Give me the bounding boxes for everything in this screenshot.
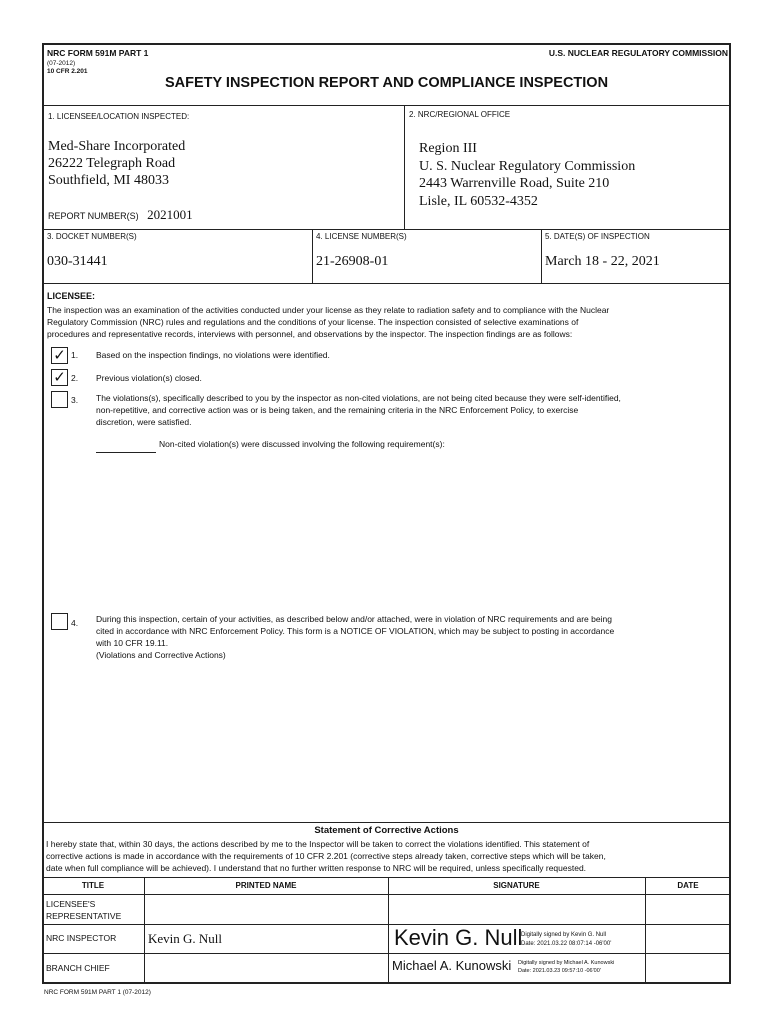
form-title: SAFETY INSPECTION REPORT AND COMPLIANCE INSPECTION (164, 75, 609, 91)
inspector-signature: Kevin G. Null (394, 925, 523, 950)
row-title-branch-chief: BRANCH CHIEF (46, 963, 110, 973)
license-value: 21-26908-01 (316, 254, 389, 269)
docket-value: 030-31441 (47, 254, 108, 269)
license-label: 4. LICENSE NUMBER(S) (316, 232, 407, 241)
inspector-date-field[interactable] (649, 928, 727, 950)
divider (404, 105, 405, 229)
finding-1-checkbox[interactable]: ✓ (51, 347, 68, 364)
divider (645, 877, 646, 983)
signature-stamp-line: Date: 2021.03.22 08:07:14 -06'00' (521, 941, 612, 947)
finding-3-line: non-repetitive, and corrective action was or is being taken, and the remaining criteria in the NRC Enforcement Policy, to exercise (96, 405, 579, 415)
intro-line: procedures and representative records, interviews with personnel, and observations by the inspector. The inspection findings are as follows: (47, 329, 573, 339)
branch-chief-date-field[interactable] (649, 957, 727, 979)
inspector-signature-stamp (521, 931, 611, 949)
col-header-name: PRINTED NAME (235, 881, 297, 890)
finding-4-line: (Violations and Corrective Actions) (96, 650, 226, 660)
divider (42, 953, 731, 954)
regional-address-line: U. S. Nuclear Regulatory Commission (419, 158, 636, 174)
divider (388, 877, 389, 983)
licensee-heading: LICENSEE: (47, 291, 96, 301)
finding-3-checkbox[interactable] (51, 391, 68, 408)
finding-4-number: 4. (71, 618, 79, 628)
licensee-address-line: 26222 Telegraph Road (48, 156, 176, 171)
corrective-statement (46, 838, 606, 874)
intro-line: The inspection was an examination of the activities conducted under your license as they relate to radiation safety and to compliance with the Nuclear (47, 305, 610, 315)
corrective-heading: Statement of Corrective Actions (314, 825, 459, 836)
regional-address-line: Lisle, IL 60532-4352 (419, 193, 538, 209)
divider (144, 877, 145, 983)
form-rev-date: (07-2012) (47, 60, 76, 67)
row-title-line: LICENSEE'S (46, 899, 96, 909)
intro-line: Regulatory Commission (NRC) rules and regulations and the conditions of your license. The inspection consisted of selective examinations of (47, 317, 579, 327)
corrective-line: date when full compliance will be achieved). I understand that no further written response to NRC will be required, unless specifically requested. (46, 863, 587, 873)
corrective-line: corrective actions is made in accordance with the requirements of 10 CFR 2.201 (corrective steps already taken, corrective steps which will be taken, (46, 851, 606, 861)
report-number-value: 2021001 (147, 207, 193, 222)
finding-4-line: with 10 CFR 19.11. (96, 638, 169, 648)
signature-stamp-line: Digitally signed by Michael A. Kunowski (518, 960, 615, 966)
noncited-text: Non-cited violation(s) were discussed involving the following requirement(s): (159, 439, 445, 449)
branch-chief-signature-stamp (518, 959, 614, 975)
row-title-inspector: NRC INSPECTOR (46, 933, 117, 943)
col-header-date: DATE (677, 881, 699, 890)
noncited-blank[interactable] (96, 452, 156, 453)
signature-stamp-line: Date: 2021.03.23 09:57:10 -06'00' (518, 968, 601, 974)
docket-label: 3. DOCKET NUMBER(S) (47, 232, 137, 241)
finding-3-number: 3. (71, 395, 79, 405)
finding-4-line: During this inspection, certain of your activities, as described below and/or attached, were in violation of NRC requirements and are being (96, 614, 612, 624)
col-header-signature: SIGNATURE (493, 881, 540, 890)
finding-1-text: Based on the inspection findings, no violations were identified. (96, 350, 330, 360)
dates-value: March 18 - 22, 2021 (545, 254, 660, 269)
regional-address-line: 2443 Warrenville Road, Suite 210 (419, 176, 610, 191)
divider (42, 894, 731, 895)
agency-name: U.S. NUCLEAR REGULATORY COMMISSION (548, 48, 728, 58)
divider (42, 229, 731, 230)
form-cfr: 10 CFR 2.201 (47, 68, 88, 75)
dates-label: 5. DATE(S) OF INSPECTION (545, 232, 650, 241)
regional-office-address (419, 140, 635, 210)
licensee-date-field[interactable] (649, 898, 727, 920)
branch-chief-signature: Michael A. Kunowski (392, 958, 512, 973)
divider (312, 229, 313, 283)
regional-address-line: Region III (419, 141, 477, 156)
row-title-line: REPRESENTATIVE (46, 911, 122, 921)
divider (42, 924, 731, 925)
finding-4-line: cited in accordance with NRC Enforcement Policy. This form is a NOTICE OF VIOLATION, which may be subject to posting in accordance (96, 626, 615, 636)
divider (541, 229, 542, 283)
finding-3-text (96, 392, 621, 428)
licensee-signature-field[interactable] (392, 898, 641, 920)
inspection-intro (47, 304, 729, 340)
divider (42, 283, 731, 284)
inspector-printed-name: Kevin G. Null (148, 931, 223, 946)
regional-office-label: 2. NRC/REGIONAL OFFICE (409, 110, 511, 119)
row-title-licensee (46, 898, 121, 922)
finding-2-checkbox[interactable]: ✓ (51, 369, 68, 386)
branch-chief-printed-name-field[interactable] (148, 957, 384, 979)
signature-stamp-line: Digitally signed by Kevin G. Null (521, 932, 607, 938)
licensee-address (48, 138, 185, 189)
licensee-address-line: Med-Share Incorporated (48, 139, 186, 154)
divider (42, 822, 731, 823)
finding-2-number: 2. (71, 373, 79, 383)
licensee-location-label: 1. LICENSEE/LOCATION INSPECTED: (48, 112, 190, 121)
licensee-address-line: Southfield, MI 48033 (48, 173, 169, 188)
finding-4-checkbox[interactable] (51, 613, 68, 630)
finding-4-text (96, 613, 614, 661)
report-number (48, 206, 193, 224)
finding-3-line: The violations(s), specifically described to you by the inspector as non-cited violations, are not being cited because they were self-identified, (96, 393, 621, 403)
corrective-line: I hereby state that, within 30 days, the actions described by me to the Inspector will be taken to correct the violations identified. This statement of (46, 839, 590, 849)
divider (42, 105, 731, 106)
licensee-printed-name-field[interactable] (148, 898, 384, 920)
report-number-label: REPORT NUMBER(S) (48, 211, 139, 221)
divider (42, 877, 731, 878)
col-header-title: TITLE (81, 881, 105, 890)
finding-1-number: 1. (71, 350, 79, 360)
finding-3-line: discretion, were satisfied. (96, 417, 192, 427)
form-footer: NRC FORM 591M PART 1 (07-2012) (44, 989, 151, 996)
form-id: NRC FORM 591M PART 1 (47, 48, 149, 58)
finding-2-text: Previous violation(s) closed. (96, 373, 202, 383)
